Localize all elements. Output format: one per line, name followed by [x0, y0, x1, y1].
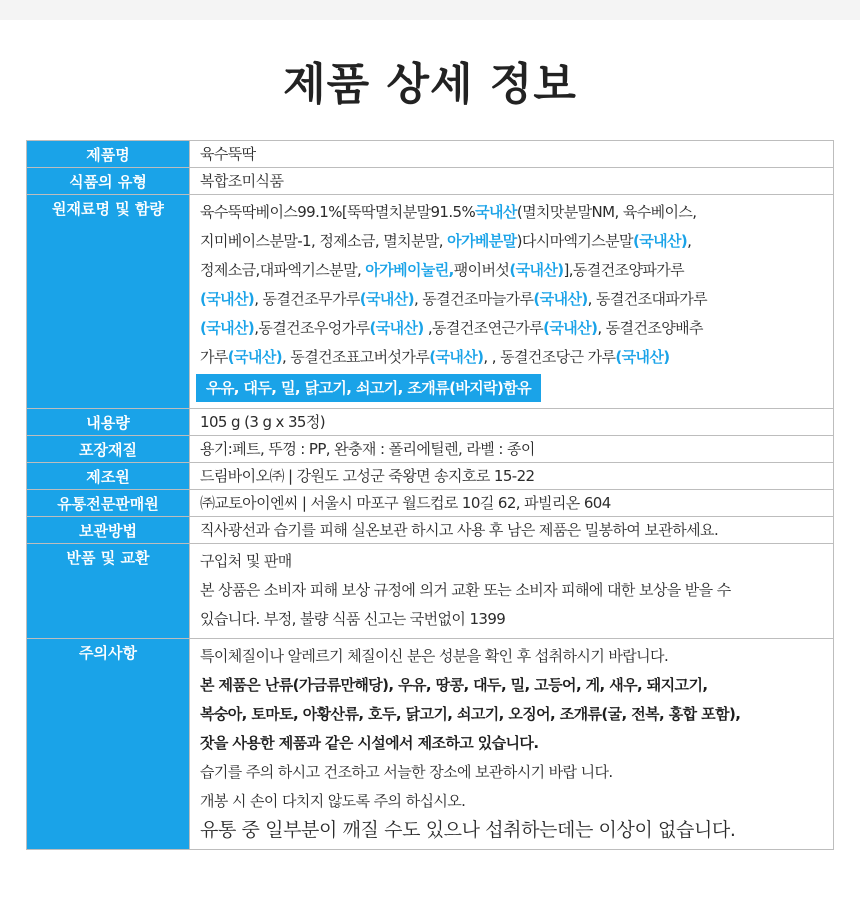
- value-net-content: 105 g (3 g x 35정): [190, 409, 834, 436]
- caution-allergen-line: 잣을 사용한 제품과 같은 시설에서 제조하고 있습니다.: [200, 734, 539, 752]
- ingredient-text: ,동결건조우엉가루: [254, 319, 370, 337]
- allergen-note: 우유, 대두, 밀, 닭고기, 쇠고기, 조개류(바지락)함유: [196, 374, 541, 402]
- origin-highlight: (국내산): [227, 348, 282, 366]
- origin-highlight: 아가베이눌린,: [365, 261, 454, 279]
- origin-highlight: (국내산): [429, 348, 484, 366]
- label-returns: 반품 및 교환: [27, 544, 190, 639]
- row-packaging: [27, 436, 834, 463]
- ingredient-text: ,: [687, 232, 692, 250]
- label-storage: 보관방법: [27, 517, 190, 544]
- top-strip: [0, 0, 860, 20]
- value-distributor: ㈜교토아이엔씨 | 서울시 마포구 월드컵로 10길 62, 파빌리온 604: [190, 490, 834, 517]
- row-ingredients: [27, 195, 834, 409]
- ingredient-text: (멸치맛분말NM, 육수베이스,: [516, 203, 697, 221]
- caution-allergy-check: 특이체질이나 알레르기 체질이신 분은 성분을 확인 후 섭취하시기 바랍니다.: [200, 647, 669, 665]
- ingredient-text: , 동결건조무가루: [254, 290, 360, 308]
- label-net-content: 내용량: [27, 409, 190, 436]
- label-ingredients: 원재료명 및 함량: [27, 195, 190, 409]
- page-title: 제품 상세 정보: [283, 59, 577, 110]
- ingredient-text: 육수뚝딱베이스99.1%[뚝딱멸치분말91.5%: [200, 203, 476, 221]
- value-food-type: 복합조미식품: [190, 168, 834, 195]
- label-product-name: 제품명: [27, 141, 190, 168]
- ingredient-text: )다시마엑기스분말: [516, 232, 633, 250]
- origin-highlight: 아가베분말: [447, 232, 517, 250]
- ingredient-text: 정제소금,대파엑기스분말,: [200, 261, 366, 279]
- origin-highlight: 국내산: [475, 203, 517, 221]
- ingredient-text: , 동결건조양배추: [597, 319, 703, 337]
- row-manufacturer: [27, 463, 834, 490]
- row-net-content: [27, 409, 834, 436]
- ingredient-text: 지미베이스분말-1, 정제소금, 멸치분말,: [200, 232, 448, 250]
- origin-highlight: (국내산): [533, 290, 588, 308]
- origin-highlight: (국내산): [369, 319, 424, 337]
- origin-highlight: (국내산): [615, 348, 670, 366]
- label-caution: 주의사항: [27, 639, 190, 850]
- row-storage: [27, 517, 834, 544]
- label-manufacturer: 제조원: [27, 463, 190, 490]
- caution-breakage: 유통 중 일부분이 깨질 수도 있으나 섭취하는데는 이상이 없습니다.: [200, 819, 736, 841]
- ingredients-line: [200, 314, 833, 343]
- ingredients-line: [200, 285, 833, 314]
- row-caution: [27, 639, 834, 850]
- label-distributor: 유통전문판매원: [27, 490, 190, 517]
- row-food-type: [27, 168, 834, 195]
- ingredients-line: [200, 256, 833, 285]
- origin-highlight: (국내산): [509, 261, 564, 279]
- caution-allergen-line: 본 제품은 난류(가금류만해당), 우유, 땅콩, 대두, 밀, 고등어, 게, 새우, 돼지고기,: [200, 676, 708, 694]
- returns-line: 본 상품은 소비자 피해 보상 규정에 의거 교환 또는 소비자 피해에 대한 보상을 받을 수: [200, 581, 731, 599]
- returns-line: 있습니다. 부정, 불량 식품 신고는 국번없이 1399: [200, 610, 506, 628]
- ingredients-line: [200, 343, 833, 372]
- value-storage: 직사광선과 습기를 피해 실온보관 하시고 사용 후 남은 제품은 밀봉하여 보관하세요.: [190, 517, 834, 544]
- origin-highlight: (국내산): [543, 319, 598, 337]
- ingredient-text: 가루: [200, 348, 228, 366]
- origin-highlight: (국내산): [632, 232, 688, 250]
- ingredient-text: , 동결건조대파가루: [587, 290, 708, 308]
- ingredients-line: [200, 198, 833, 227]
- row-product-name: [27, 141, 834, 168]
- value-product-name: 육수뚝딱: [190, 141, 834, 168]
- ingredient-text: , , 동결건조당근 가루: [483, 348, 616, 366]
- product-info-table: [26, 140, 834, 850]
- origin-highlight: (국내산): [200, 319, 255, 337]
- caution-allergen-line: 복숭아, 토마토, 아황산류, 호두, 닭고기, 쇠고기, 오징어, 조개류(굴, 전복, 홍합 포함),: [200, 705, 741, 723]
- value-returns: [190, 544, 834, 639]
- ingredient-text: ,동결건조연근가루: [423, 319, 544, 337]
- caution-storage: 습기를 주의 하시고 건조하고 서늘한 장소에 보관하시기 바랍 니다.: [200, 763, 613, 781]
- label-packaging: 포장재질: [27, 436, 190, 463]
- row-returns: [27, 544, 834, 639]
- caution-opening: 개봉 시 손이 다치지 않도록 주의 하십시오.: [200, 792, 466, 810]
- label-food-type: 식품의 유형: [27, 168, 190, 195]
- returns-line: 구입처 및 판매: [200, 552, 292, 570]
- ingredient-text: ],동결건조양파가루: [563, 261, 685, 279]
- ingredient-text: , 동결건조표고버섯가루: [281, 348, 430, 366]
- value-ingredients: [190, 195, 834, 409]
- value-caution: [190, 639, 834, 850]
- ingredients-line: [200, 227, 833, 256]
- value-manufacturer: 드림바이오㈜ | 강원도 고성군 죽왕면 송지호로 15-22: [190, 463, 834, 490]
- ingredient-text: 팽이버섯: [453, 261, 510, 279]
- origin-highlight: (국내산): [359, 290, 414, 308]
- ingredient-text: , 동결건조마늘가루: [413, 290, 534, 308]
- row-distributor: [27, 490, 834, 517]
- origin-highlight: (국내산): [200, 290, 255, 308]
- value-packaging: 용기:페트, 뚜껑 : PP, 완충재 : 폴리에틸렌, 라벨 : 종이: [190, 436, 834, 463]
- ingredients-text: [200, 198, 833, 372]
